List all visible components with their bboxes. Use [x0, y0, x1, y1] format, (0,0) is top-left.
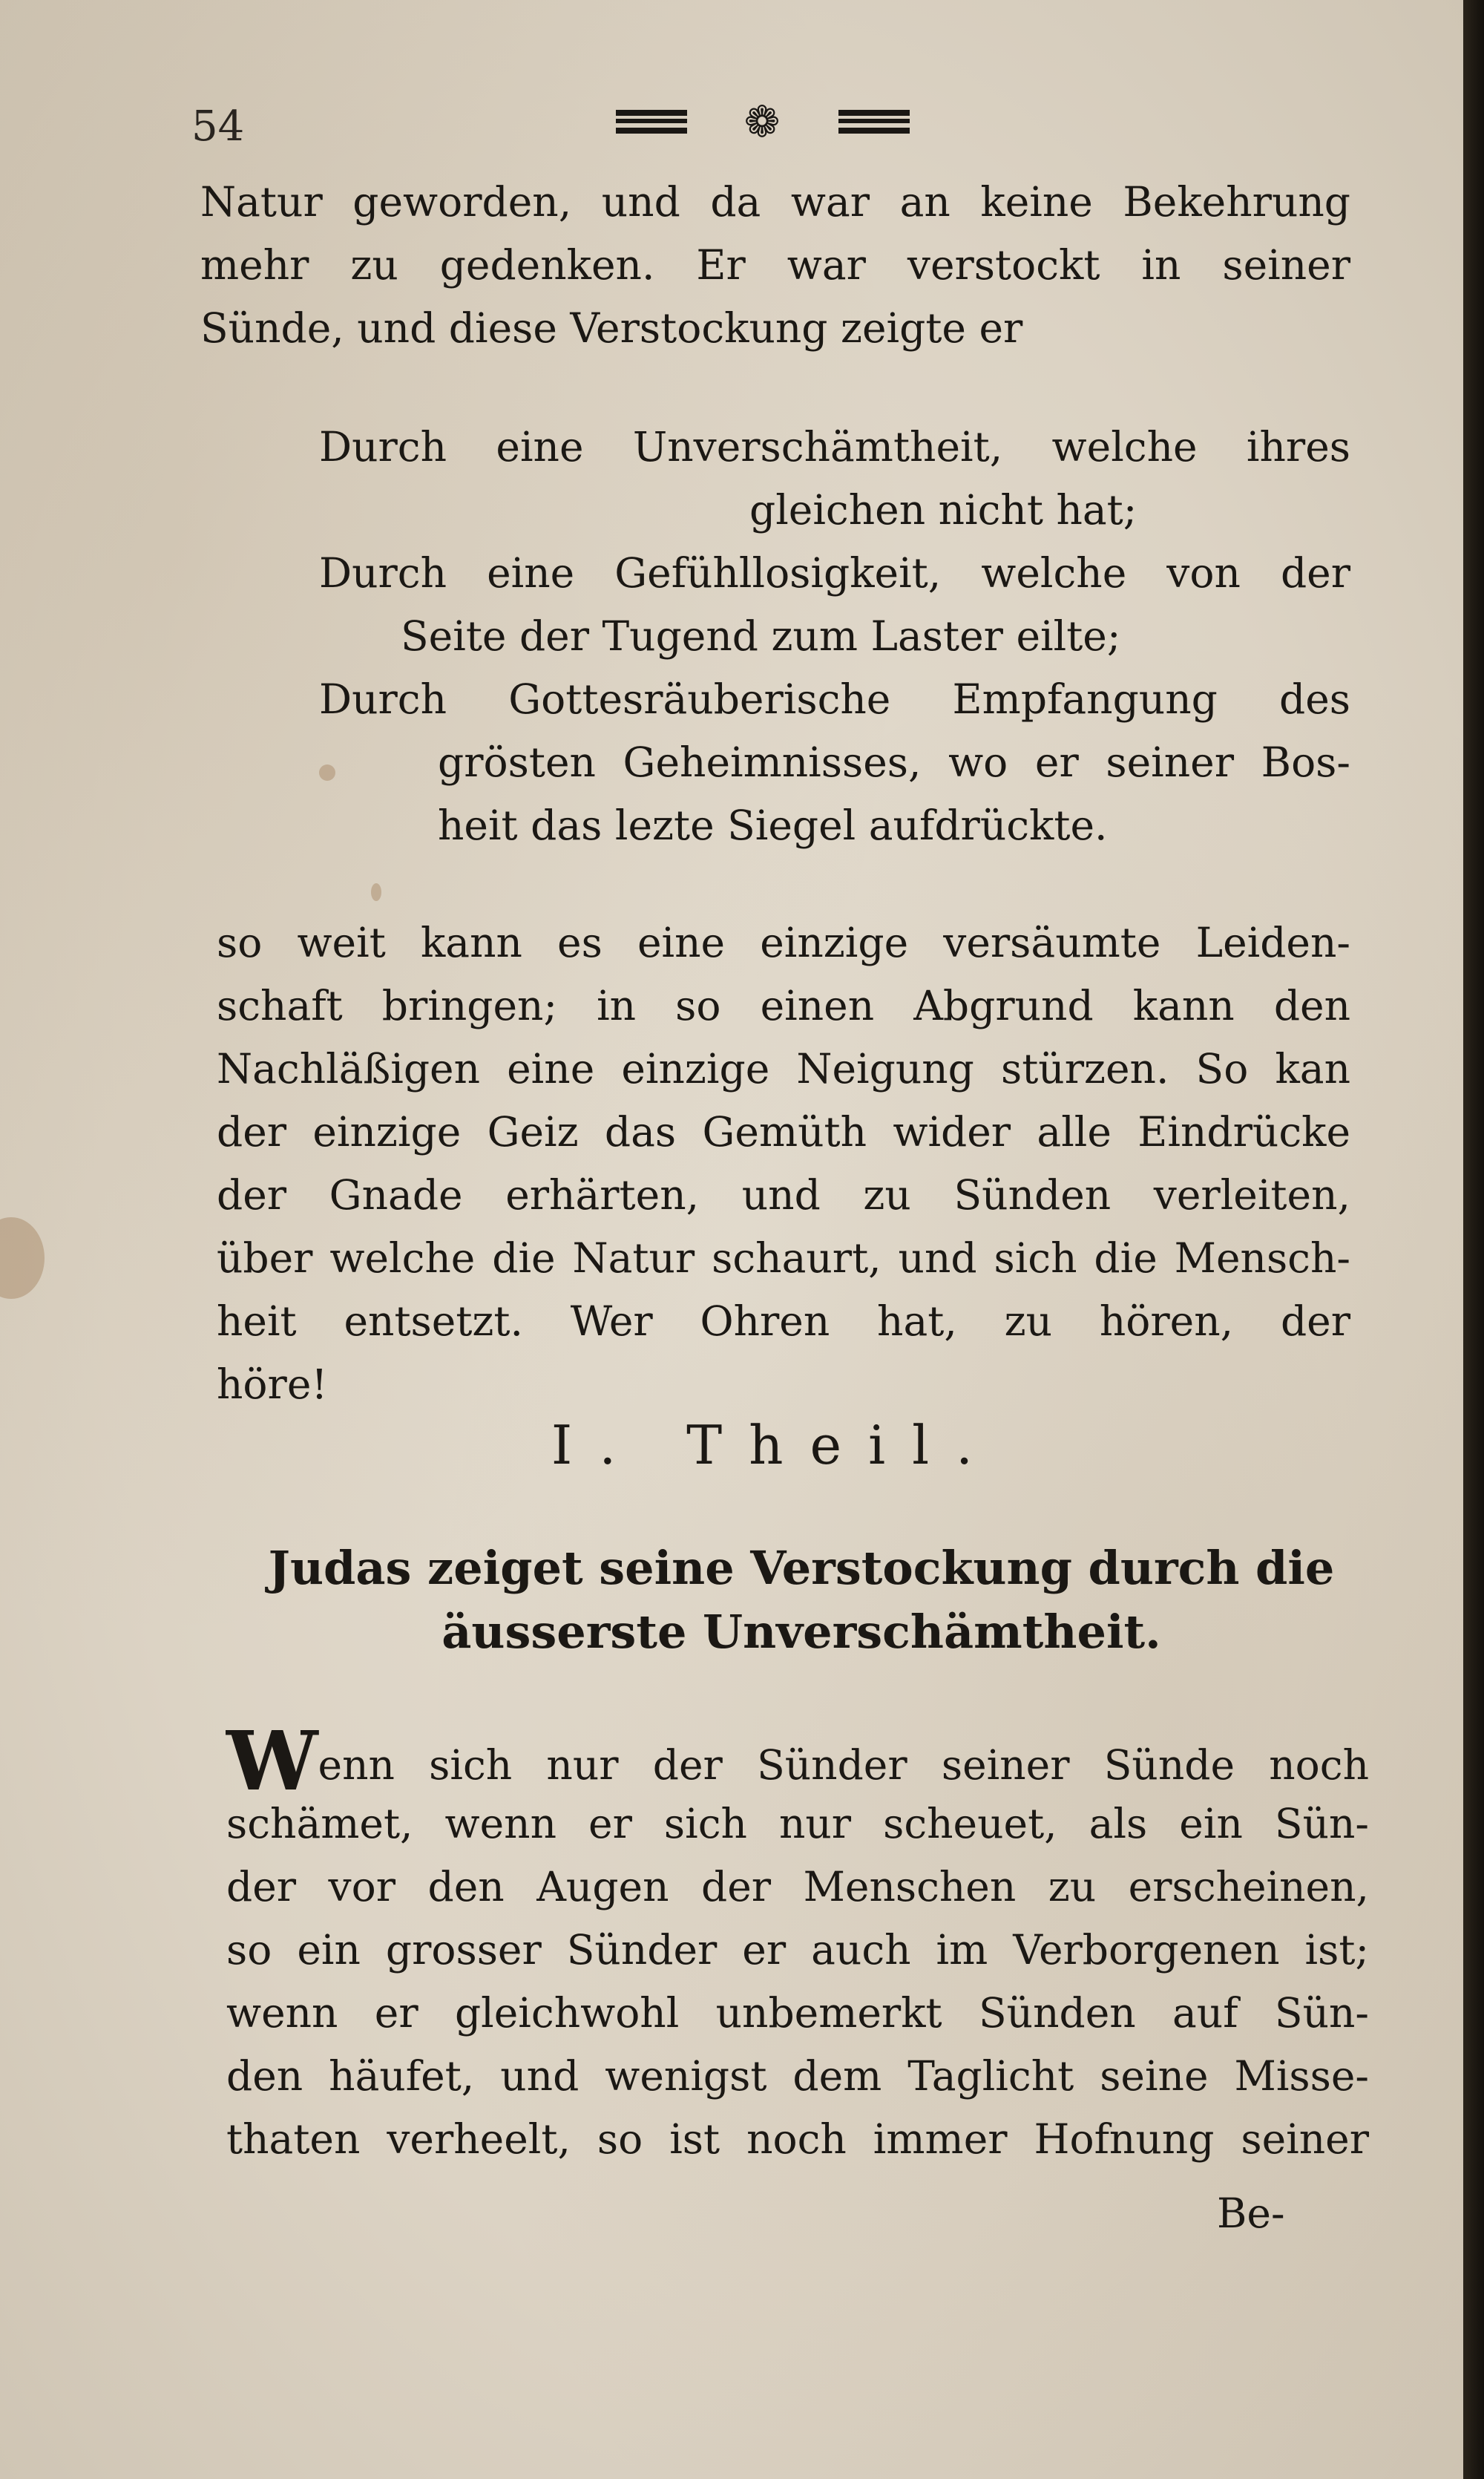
section-heading: I. Theil. [551, 1414, 1000, 1476]
body-paragraph [226, 1713, 1369, 2171]
text-line: den häufet, und wenigst dem Taglicht seine Misse- [226, 2052, 1369, 2100]
intro-paragraph [200, 171, 1350, 360]
text-line: schaft bringen; in so einen Abgrund kann den [217, 982, 1350, 1029]
text-line: der vor den Augen der Menschen zu erscheinen, [226, 1863, 1369, 1910]
ornament-bar-right [838, 110, 910, 134]
text-line: wenn er gleichwohl unbemerkt Sünden auf Sün- [226, 1989, 1369, 2037]
text-line: heit entsetzt. Wer Ohren hat, zu hören, der [217, 1297, 1350, 1345]
conclusion-paragraph [217, 911, 1350, 1416]
list-line: Durch eine Gefühllosigkeit, welche von der [319, 549, 1350, 597]
list-line: Durch Gottesräuberische Empfangung des [319, 675, 1350, 723]
ornament-bar-left [616, 110, 687, 134]
text-line: schämet, wenn er sich nur scheuet, als ein Sün- [226, 1800, 1369, 1847]
list-line: heit das lezte Siegel aufdrückte. [438, 802, 1108, 849]
text-line: so ein grosser Sünder er auch im Verborgenen ist; [226, 1926, 1369, 1974]
indented-list [319, 416, 1350, 857]
text-line: mehr zu gedenken. Er war verstockt in seiner [200, 241, 1350, 289]
text-line: der einzige Geiz das Gemüth wider alle Eindrücke [217, 1108, 1350, 1156]
list-line: Seite der Tugend zum Laster eilte; [401, 612, 1121, 660]
subheading-line: äusserste Unverschämtheit. [441, 1605, 1161, 1659]
drop-cap: W [226, 1713, 318, 1809]
text-line: über welche die Natur schaurt, und sich die Mensch- [217, 1234, 1350, 1282]
page-number: 54 [191, 102, 245, 151]
text-line: Sünde, und diese Verstockung zeigte er [200, 304, 1023, 352]
book-gutter [1463, 0, 1484, 2479]
text-line: Nachläßigen eine einzige Neigung stürzen. So kan [217, 1045, 1350, 1093]
text-line: so weit kann es eine einzige versäumte Leiden- [217, 919, 1350, 966]
paper-stain [0, 1217, 45, 1299]
text-line: thaten verheelt, so ist noch immer Hofnung seiner [226, 2115, 1369, 2163]
rosette-icon: ❁ [743, 96, 781, 147]
chapter-subheading [226, 1536, 1376, 1664]
header-ornament [608, 96, 920, 147]
text-line [226, 1713, 1369, 1809]
text-line: höre! [217, 1360, 328, 1408]
first-line-text: enn sich nur der Sünder seiner Sünde noch [318, 1741, 1369, 1789]
text-line: der Gnade erhärten, und zu Sünden verleiten, [217, 1171, 1350, 1219]
catchword: Be- [1217, 2190, 1285, 2237]
list-line: gleichen nicht hat; [749, 486, 1137, 534]
list-line: Durch eine Unverschämtheit, welche ihres [319, 423, 1350, 471]
list-line: grösten Geheimnisses, wo er seiner Bos- [438, 739, 1350, 786]
subheading-line: Judas zeiget seine Verstockung durch die [268, 1541, 1335, 1595]
paper-stain [371, 883, 381, 901]
text-line: Natur geworden, und da war an keine Bekehrung [200, 178, 1350, 226]
